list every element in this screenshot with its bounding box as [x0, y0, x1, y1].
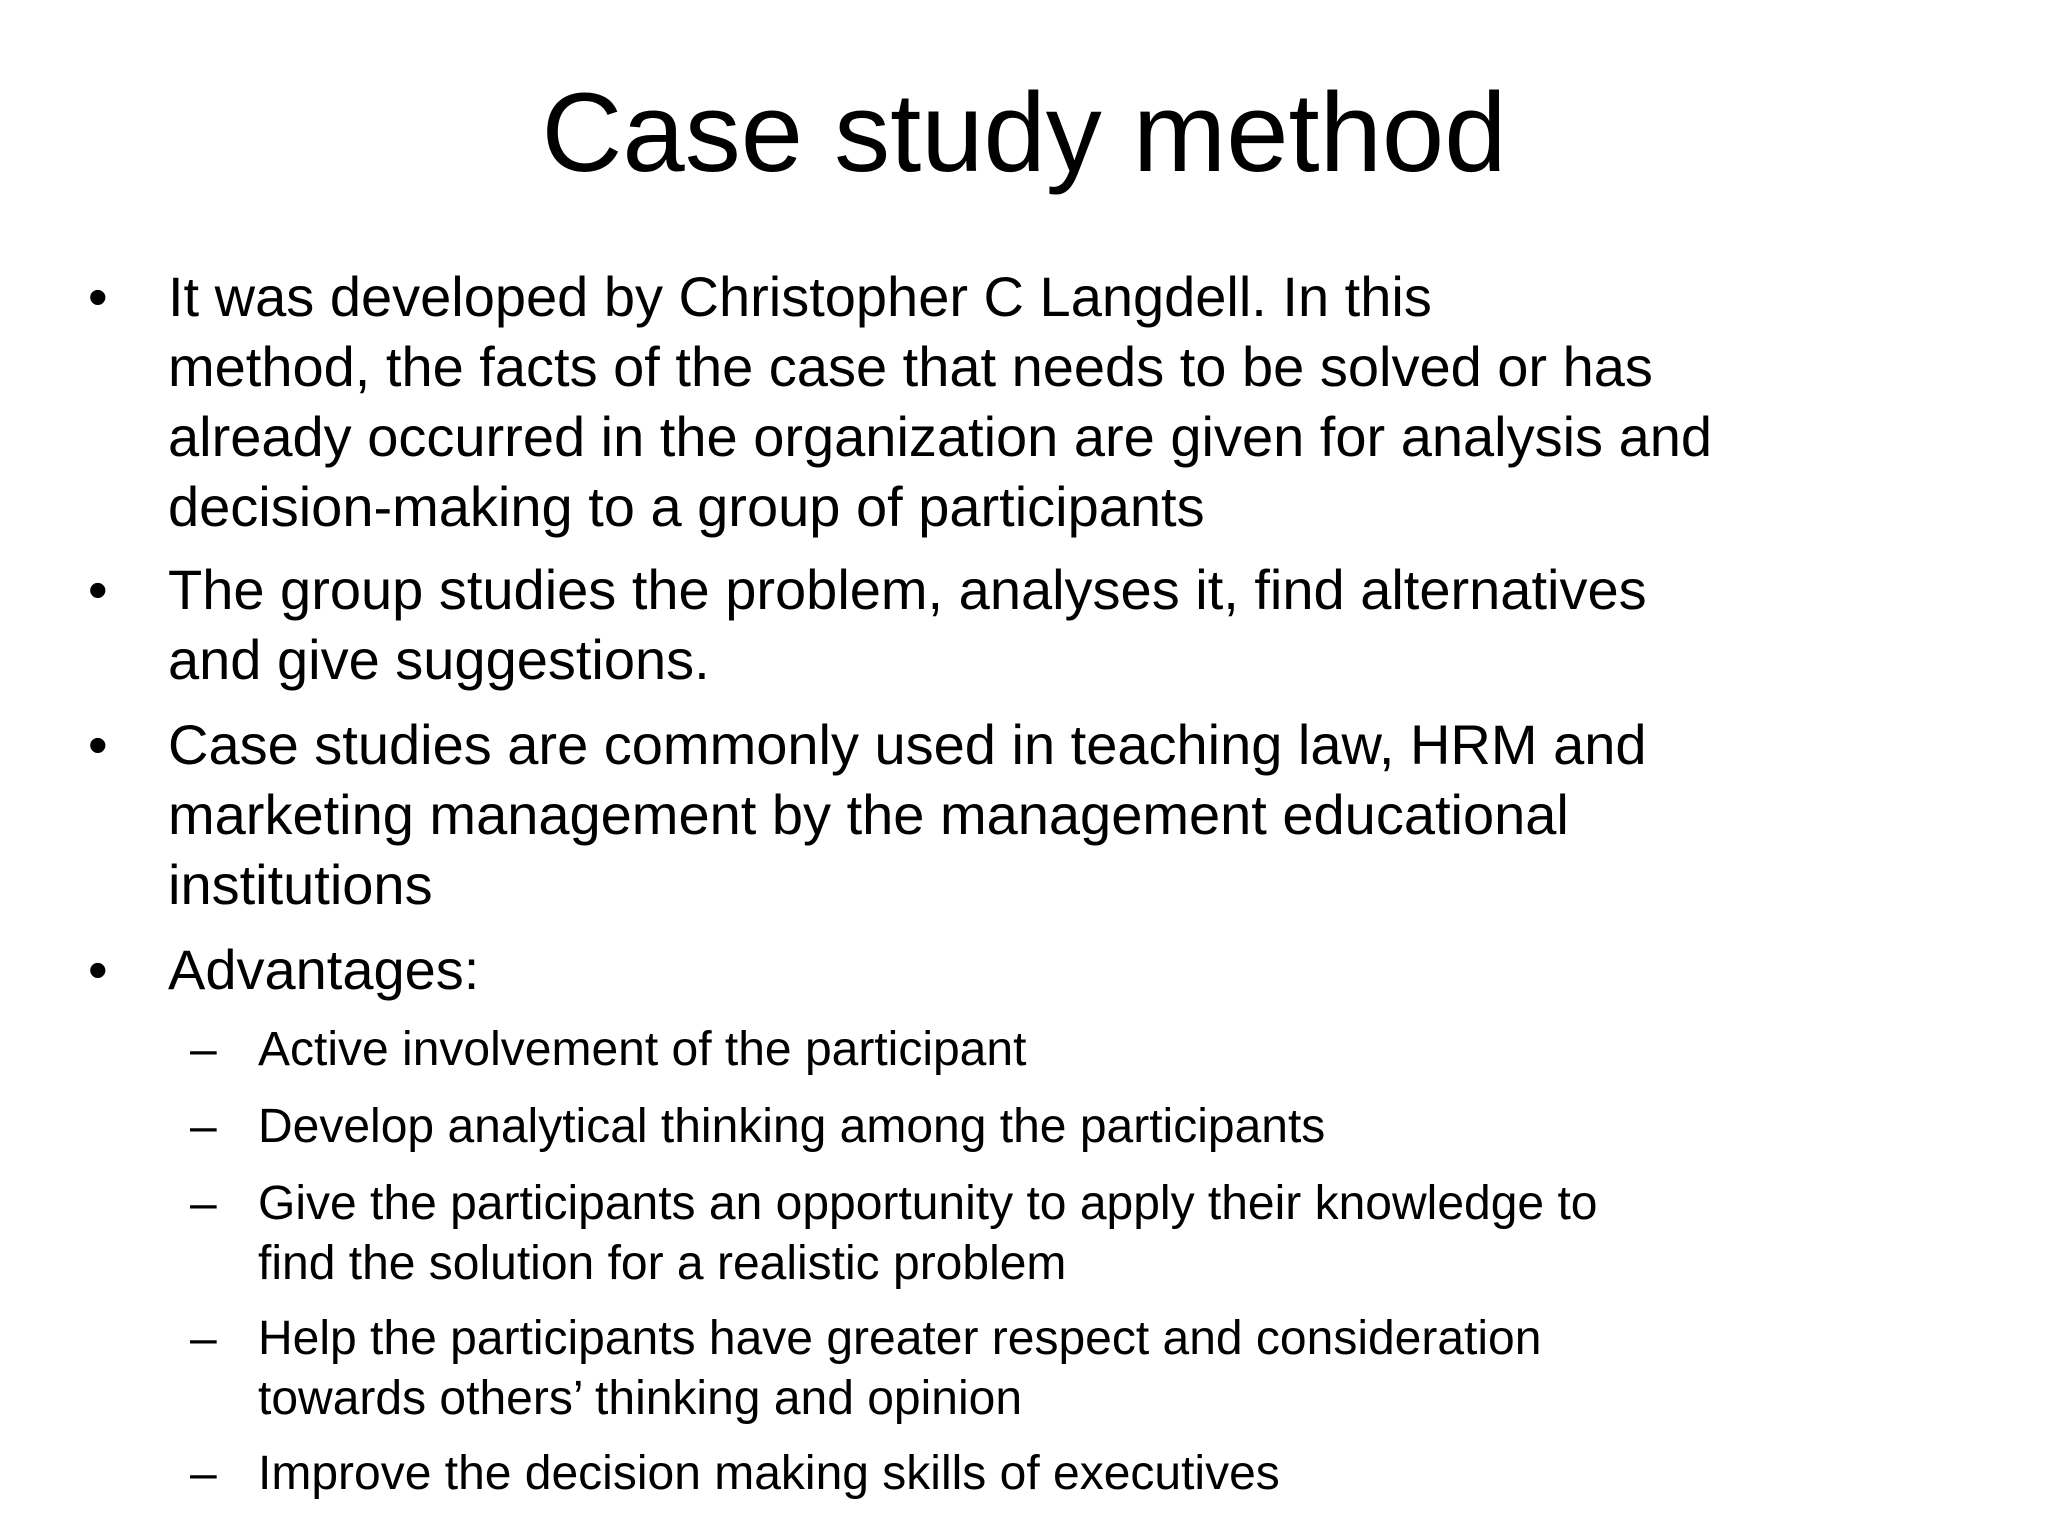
- bullet-text: Case studies are commonly used in teaching law, HRM and marketing management by the management educational institutions: [168, 713, 1647, 916]
- bullet-marker: •: [88, 265, 108, 328]
- bullet-text: Advantages:: [168, 938, 480, 1001]
- bullet-marker: •: [88, 558, 108, 621]
- bullet-text: The group studies the problem, analyses it, find alternatives and give suggestions.: [168, 558, 1647, 691]
- sub-bullet-marker: –: [190, 1312, 217, 1365]
- bullet-marker: •: [88, 713, 108, 776]
- bullet-text: It was developed by Christopher C Langdell. In this method, the facts of the case that needs to be solved or has already occurred in the organization are given for analysis and decision-making to a group of participants: [168, 265, 1713, 538]
- sub-bullet-text: Improve the decision making skills of executives: [258, 1447, 1280, 1500]
- sub-bullet-marker: –: [190, 1447, 217, 1500]
- sub-bullet-text: Help the participants have greater respect and consideration towards others’ thinking and opinion: [258, 1312, 1542, 1425]
- bullet-marker: •: [88, 938, 108, 1001]
- sub-bullet-marker: –: [190, 1100, 217, 1153]
- sub-bullet-marker: –: [190, 1023, 217, 1076]
- sub-bullet-text: Develop analytical thinking among the participants: [258, 1100, 1326, 1153]
- slide-title: Case study method: [541, 70, 1507, 195]
- sub-bullet-text: Give the participants an opportunity to apply their knowledge to find the solution for a realistic problem: [258, 1177, 1598, 1290]
- sub-bullet-text: Active involvement of the participant: [258, 1023, 1027, 1076]
- sub-bullet-marker: –: [190, 1177, 217, 1230]
